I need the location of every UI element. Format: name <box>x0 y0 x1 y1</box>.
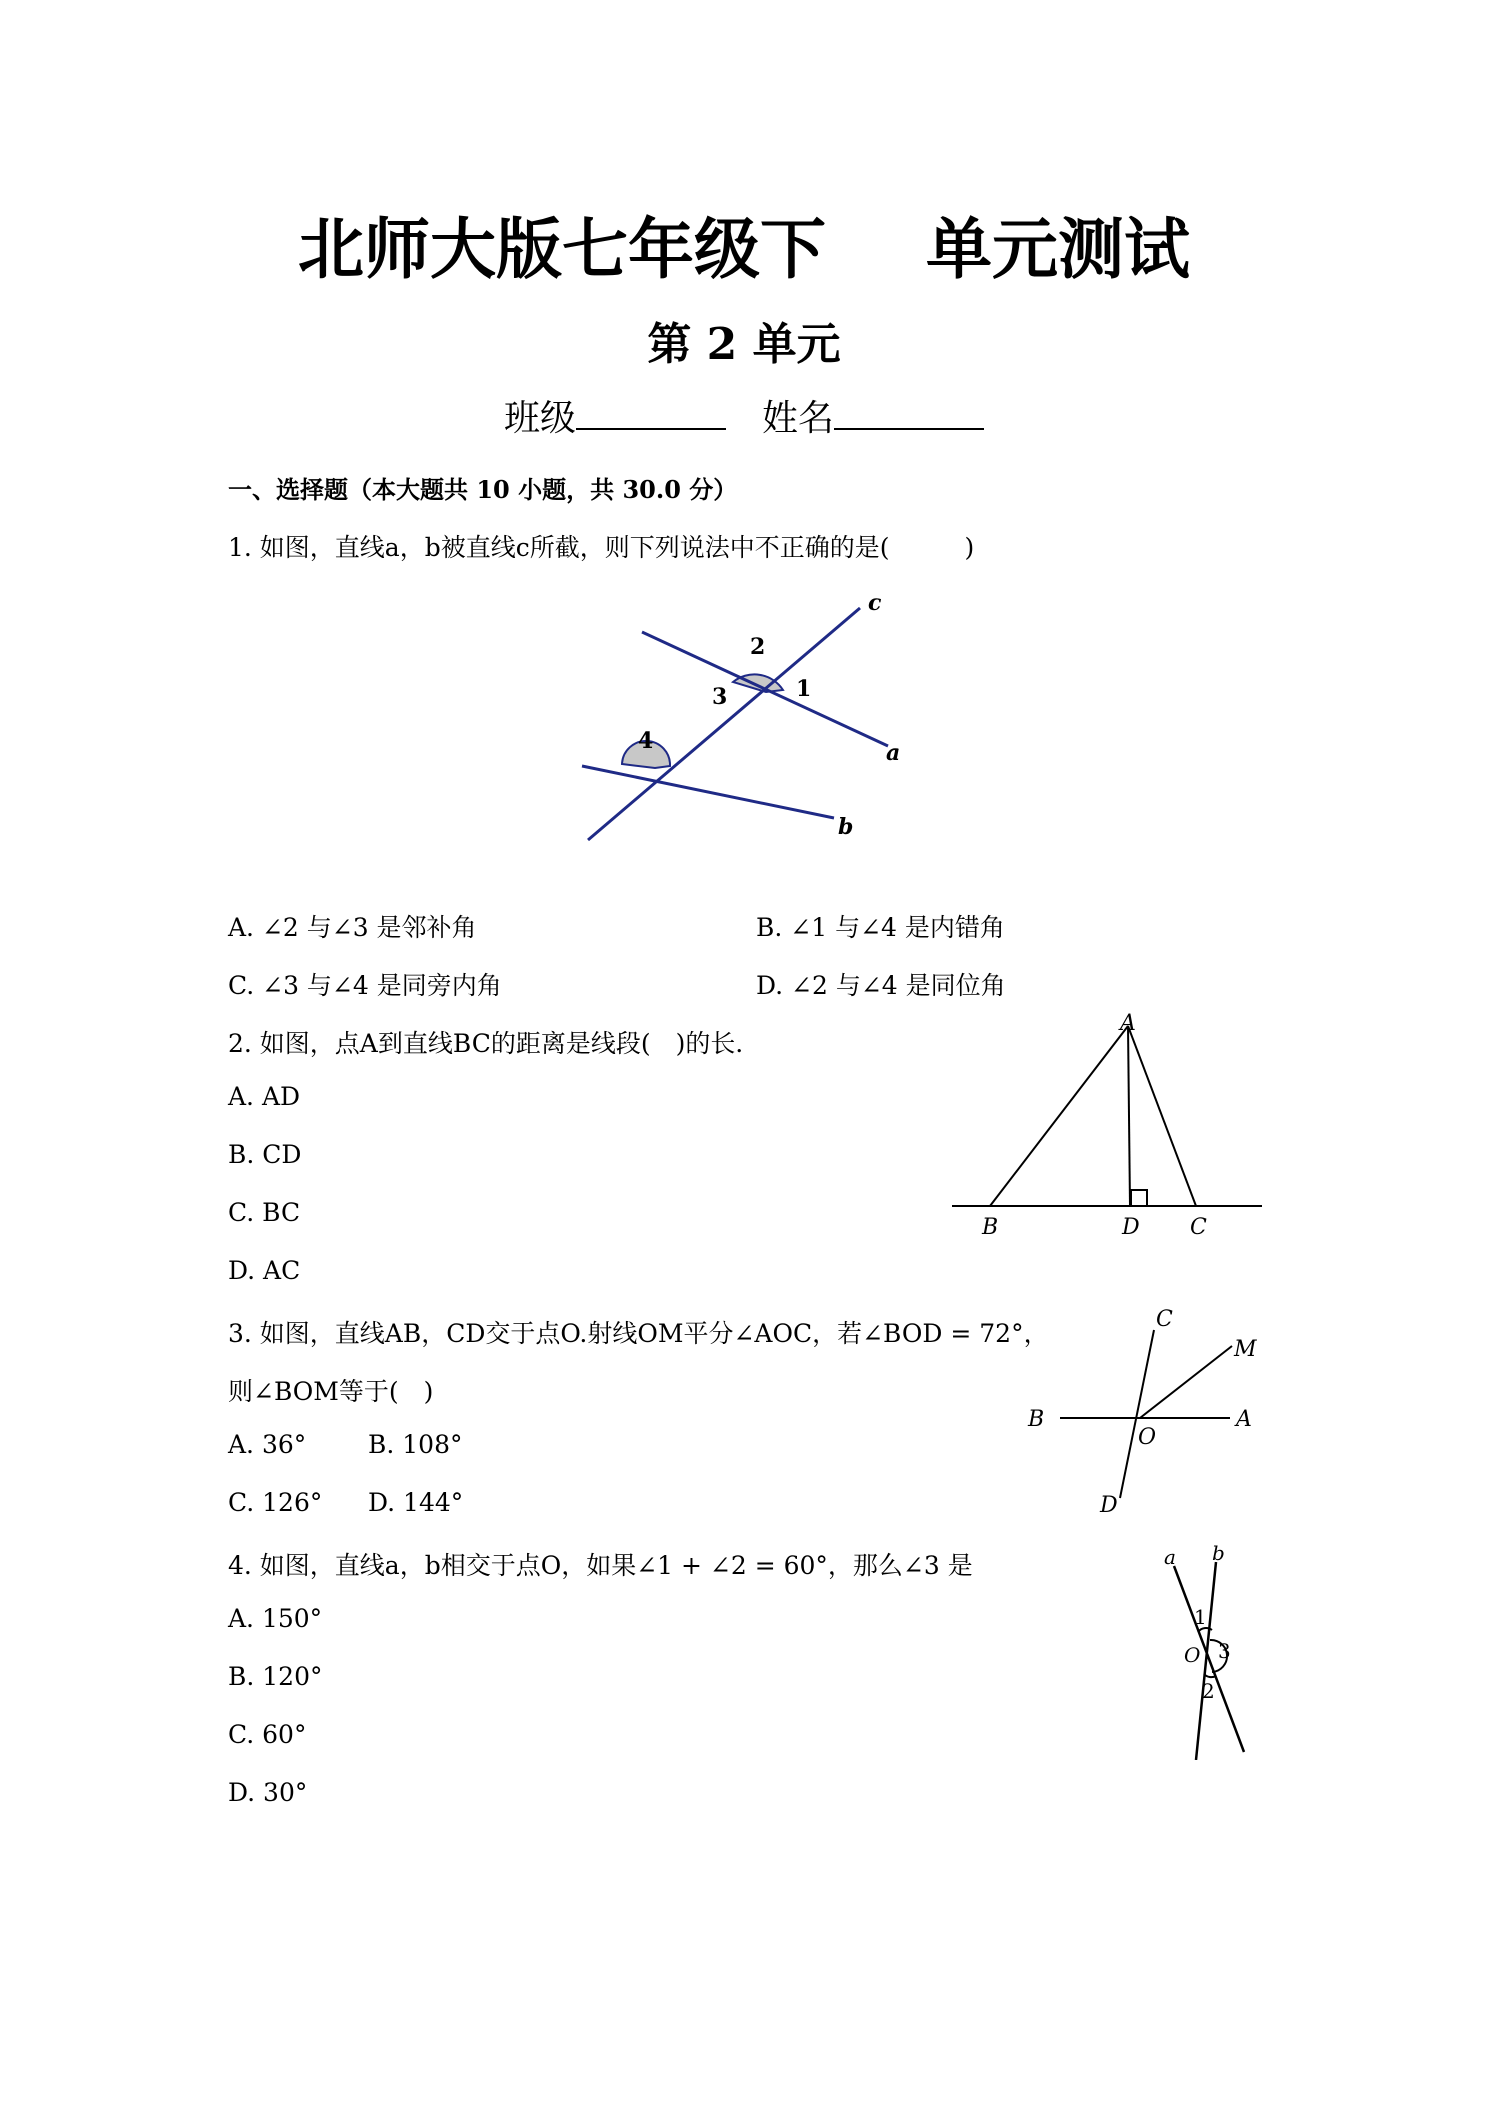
q3-label-d: D <box>1100 1493 1118 1514</box>
q3-label-o: O <box>1138 1425 1157 1450</box>
q1-option-c[interactable]: C. ∠3 与∠4 是同旁内角 <box>228 971 502 1000</box>
q2-figure <box>950 1012 1270 1252</box>
q4-label-a: a <box>1164 1545 1176 1569</box>
q1-line-b <box>582 766 834 818</box>
q2-label-d: D <box>1122 1215 1140 1240</box>
q2-option-b[interactable]: B. CD <box>228 1140 302 1169</box>
q1-label-4: 4 <box>638 728 654 754</box>
q3-stem-line1: 3. 如图，直线AB，CD交于点O.射线OM平分∠AOC，若∠BOD = 72°， <box>228 1319 1049 1348</box>
q3-line-cd <box>1120 1330 1157 1498</box>
q1-label-a: a <box>886 740 901 766</box>
q2-option-d[interactable]: D. AC <box>228 1256 301 1285</box>
class-label: 班级 <box>503 398 576 439</box>
q1-option-b[interactable]: B. ∠1 与∠4 是内错角 <box>756 913 1005 942</box>
student-info <box>0 390 1488 441</box>
name-blank[interactable] <box>834 394 984 430</box>
q4-figure <box>1148 1540 1268 1760</box>
title-right: 单元测试 <box>926 211 1190 288</box>
q1-label-1: 1 <box>796 676 812 702</box>
q2-option-a[interactable]: A. AD <box>228 1082 301 1111</box>
q1-figure <box>560 588 920 848</box>
q4-label-1: 1 <box>1194 1605 1207 1629</box>
q3-figure <box>1020 1300 1270 1514</box>
q1-option-d[interactable]: D. ∠2 与∠4 是同位角 <box>756 971 1006 1000</box>
q3-option-a[interactable]: A. 36° <box>228 1430 307 1459</box>
title-left: 北师大版七年级下 <box>298 211 826 288</box>
q4-option-b[interactable]: B. 120° <box>228 1662 323 1691</box>
q4-option-d[interactable]: D. 30° <box>228 1778 308 1807</box>
q1-line-c <box>588 608 860 840</box>
section-heading: 一、选择题（本大题共 10 小题，共 30.0 分） <box>228 475 738 504</box>
q3-stem-line2: 则∠BOM等于( ) <box>228 1377 434 1406</box>
q4-label-b: b <box>1212 1541 1225 1565</box>
q2-label-b: B <box>982 1215 999 1240</box>
q3-label-a: A <box>1236 1407 1252 1432</box>
q2-stem: 2. 如图，点A到直线BC的距离是线段( )的长． <box>228 1029 761 1058</box>
q2-right-angle-mark <box>1131 1190 1147 1206</box>
q1-option-a[interactable]: A. ∠2 与∠3 是邻补角 <box>228 913 477 942</box>
q2-segment-ad <box>1128 1026 1130 1206</box>
q1-label-2: 2 <box>750 634 766 660</box>
q3-option-d[interactable]: D. 144° <box>368 1488 464 1517</box>
q2-label-a: A <box>1120 1012 1136 1036</box>
q4-option-a[interactable]: A. 150° <box>228 1604 323 1633</box>
q4-stem: 4. 如图，直线a，b相交于点O，如果∠1 + ∠2 = 60°，那么∠3 是 <box>228 1551 973 1580</box>
class-blank[interactable] <box>576 394 726 430</box>
q3-option-b[interactable]: B. 108° <box>368 1430 463 1459</box>
q3-label-c: C <box>1156 1307 1173 1332</box>
q4-label-o: O <box>1184 1643 1201 1667</box>
q4-label-3: 3 <box>1218 1639 1231 1663</box>
q3-label-m: M <box>1234 1337 1257 1362</box>
q3-ray-om <box>1140 1346 1232 1418</box>
q2-segment-ab <box>990 1026 1128 1206</box>
q1-label-b: b <box>838 814 854 840</box>
page-title <box>0 196 1488 291</box>
q1-label-c: c <box>868 590 882 616</box>
q4-label-2: 2 <box>1202 1679 1215 1703</box>
q2-option-c[interactable]: C. BC <box>228 1198 301 1227</box>
q2-label-c: C <box>1190 1215 1207 1240</box>
name-label: 姓名 <box>762 398 835 439</box>
q1-stem: 1. 如图，直线a，b被直线c所截，则下列说法中不正确的是( ) <box>228 533 975 562</box>
q3-label-b: B <box>1028 1407 1045 1432</box>
q3-option-c[interactable]: C. 126° <box>228 1488 323 1517</box>
q2-segment-ac <box>1128 1026 1196 1206</box>
q1-label-3: 3 <box>712 684 728 710</box>
q4-option-c[interactable]: C. 60° <box>228 1720 307 1749</box>
unit-subtitle: 第 2 单元 <box>647 319 841 370</box>
